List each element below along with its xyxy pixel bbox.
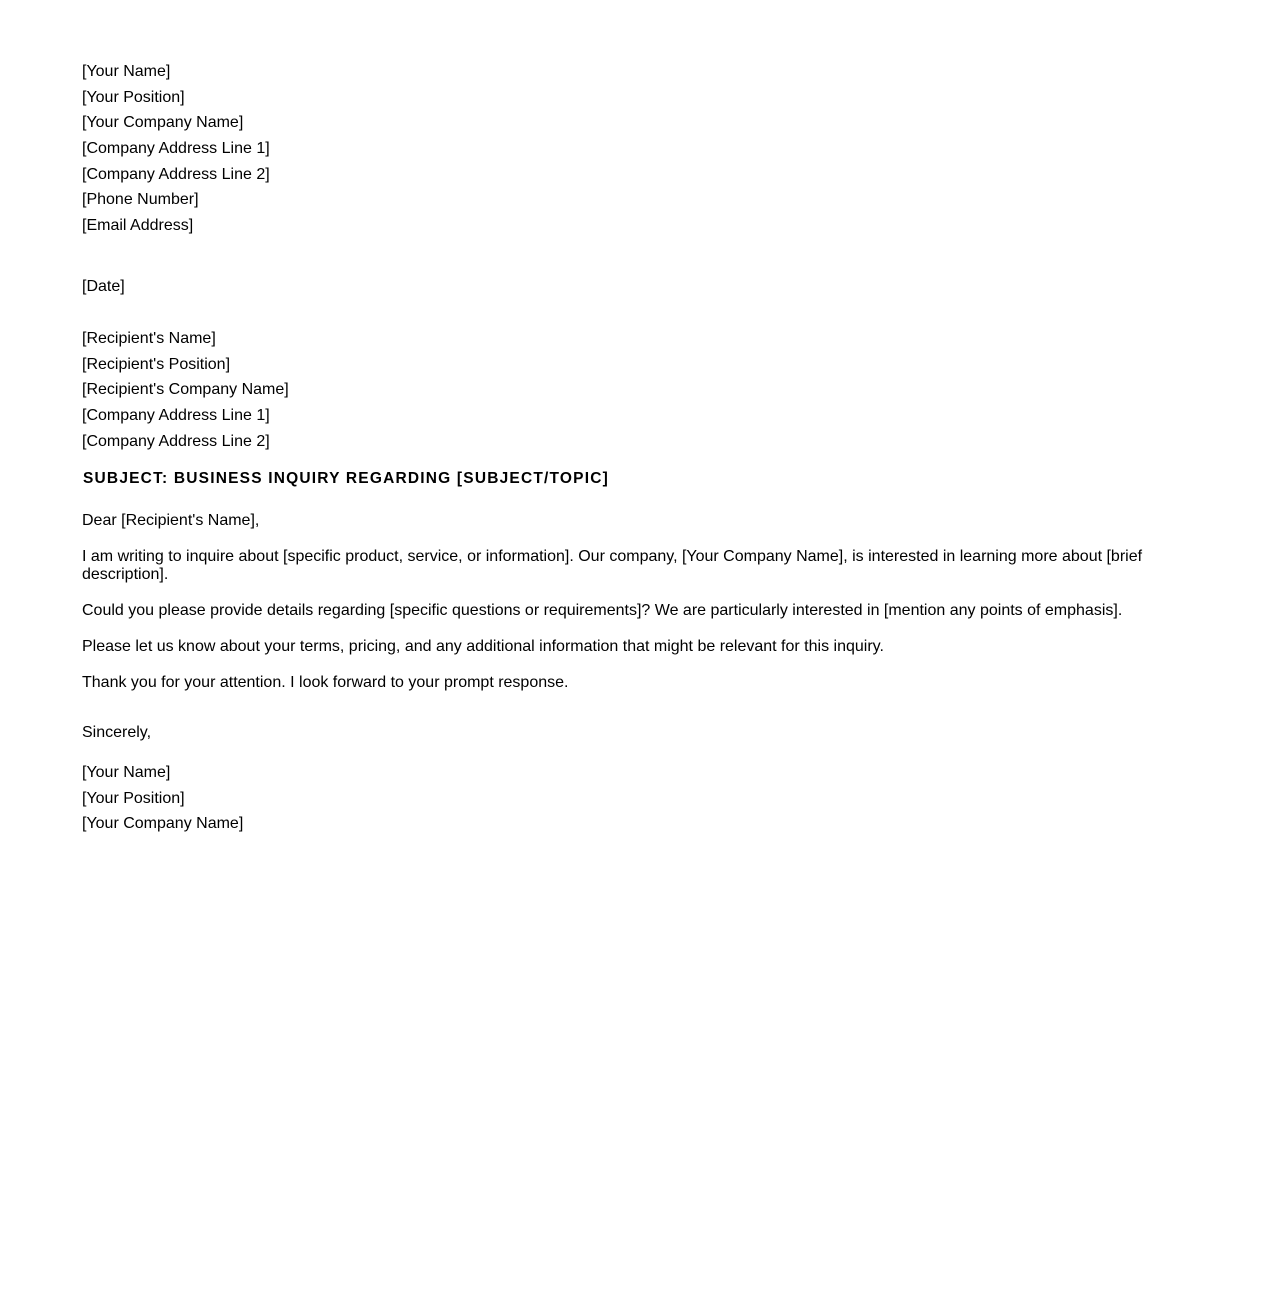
body-paragraph-3: Please let us know about your terms, pricing, and any additional information that might be relevant for this inquiry. [82, 638, 884, 655]
body-paragraph-2: Could you please provide details regarding [specific questions or requirements]? We are particularly interested in [mention any points of emphasis]. [82, 602, 1123, 619]
letter-date: [Date] [82, 278, 125, 295]
body-paragraph-1: I am writing to inquire about [specific product, service, or information]. Our company, [Your Company Name], is interested in learning more about [brief description]. [82, 548, 1143, 583]
sender-position: [Your Position] [82, 88, 185, 106]
body-paragraph-4: Thank you for your attention. I look forward to your prompt response. [82, 674, 569, 691]
recipient-company: [Recipient's Company Name] [82, 381, 289, 399]
recipient-address-line-1: [Company Address Line 1] [82, 407, 270, 425]
recipient-position: [Recipient's Position] [82, 355, 231, 373]
recipient-address-line-2: [Company Address Line 2] [82, 432, 270, 450]
sender-phone: [Phone Number] [82, 191, 199, 209]
recipient-name: [Recipient's Name] [82, 330, 216, 347]
salutation: Dear [Recipient's Name], [82, 512, 260, 529]
signature-company: [Your Company Name] [82, 815, 244, 833]
sender-email: [Email Address] [82, 217, 194, 235]
subject-line: SUBJECT: BUSINESS INQUIRY REGARDING [SUBJECT/TOPIC] [83, 470, 609, 487]
sender-company: [Your Company Name] [82, 114, 244, 132]
signature-block [82, 764, 1182, 841]
closing: Sincerely, [82, 724, 152, 741]
sender-address-block [82, 63, 1182, 243]
sender-address-line-1: [Company Address Line 1] [82, 140, 270, 158]
recipient-address-block [82, 330, 1182, 458]
sender-name: [Your Name] [82, 63, 171, 80]
signature-position: [Your Position] [82, 789, 185, 807]
signature-name: [Your Name] [82, 764, 171, 781]
sender-address-line-2: [Company Address Line 2] [82, 165, 270, 183]
